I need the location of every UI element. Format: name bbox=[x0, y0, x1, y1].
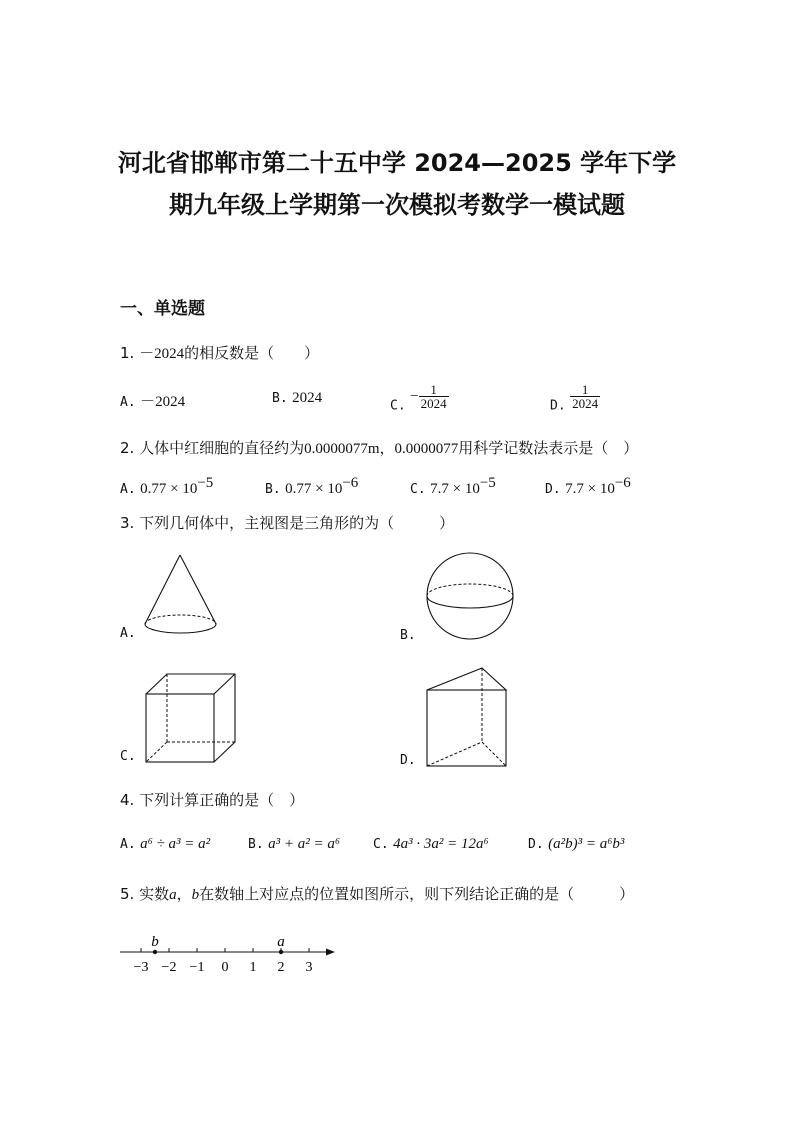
prism-figure[interactable] bbox=[422, 664, 522, 774]
q1-b-value: 2024 bbox=[292, 390, 323, 406]
cone-left-edge bbox=[145, 555, 180, 624]
q1-c-label: C. bbox=[390, 398, 406, 414]
q2-option-b[interactable] bbox=[265, 475, 358, 498]
q4-number: 4. bbox=[120, 791, 135, 809]
q1-d-denominator: 2024 bbox=[572, 396, 599, 411]
number-line-point-a bbox=[279, 950, 283, 954]
number-line-tick-label: 0 bbox=[221, 960, 229, 975]
q5-var-a: a bbox=[169, 887, 177, 903]
q3-number: 3. bbox=[120, 514, 135, 532]
q1-d-numerator: 1 bbox=[570, 383, 600, 397]
sphere-equator-front bbox=[427, 596, 513, 608]
q2-stem-b: ， bbox=[379, 439, 395, 457]
page-title-line-2: 期九年级上学期第一次模拟考数学一模试题 bbox=[169, 191, 625, 219]
q4-stem: 下列计算正确的是（ ） bbox=[139, 791, 305, 809]
q5-stem-a: 实数 bbox=[139, 885, 170, 903]
sphere-equator-back bbox=[427, 584, 513, 596]
cube-figure[interactable] bbox=[142, 670, 242, 770]
q2-option-a[interactable] bbox=[120, 475, 213, 498]
q4-option-b[interactable] bbox=[248, 836, 340, 853]
q2-option-c[interactable] bbox=[410, 475, 496, 498]
q2-a-base: 0.77 × 10 bbox=[140, 481, 198, 497]
q2-b-label: B. bbox=[265, 482, 281, 497]
q2-stem-c: 用科学记数法表示是（ ） bbox=[458, 439, 639, 457]
q4-d-label: D. bbox=[528, 837, 544, 852]
q4-b-label: B. bbox=[248, 837, 264, 852]
q4-option-a[interactable] bbox=[120, 836, 210, 853]
number-line-point-b bbox=[153, 950, 157, 954]
cube-front-face bbox=[146, 694, 214, 762]
cone-base-back bbox=[145, 615, 216, 624]
number-line-tick-label: −2 bbox=[161, 960, 177, 975]
q2-stem-value-2: 0.0000077 bbox=[394, 441, 459, 457]
prism-top-triangle bbox=[427, 668, 506, 690]
q1-c-denominator: 2024 bbox=[420, 396, 447, 411]
number-line-tick-label: −3 bbox=[133, 960, 149, 975]
q2-a-label: A. bbox=[120, 482, 136, 497]
q5-number: 5. bbox=[120, 885, 135, 903]
q2-c-label: C. bbox=[410, 482, 426, 497]
q5-stem-c: 在数轴上对应点的位置如图所示，则下列结论正确的是（ ） bbox=[199, 885, 635, 903]
q4-d-expr: (a²b)³ = a⁶b³ bbox=[548, 836, 625, 852]
q2-stem-value-1: 0.0000077m bbox=[304, 441, 380, 457]
q4-b-expr: a³ + a² = a⁶ bbox=[268, 836, 341, 852]
q3-c-label[interactable]: C. bbox=[120, 749, 136, 764]
q1-number: 1. bbox=[120, 344, 135, 362]
number-line-point-label-a: a bbox=[277, 934, 285, 950]
cone-base-front bbox=[145, 624, 216, 633]
q2-a-exponent: −5 bbox=[197, 475, 214, 491]
q2-d-exponent: −6 bbox=[614, 475, 631, 491]
q2-d-label: D. bbox=[545, 482, 561, 497]
q1-option-c[interactable] bbox=[390, 383, 449, 414]
cone-right-edge bbox=[180, 555, 216, 624]
q2-stem-a: 人体中红细胞的直径约为 bbox=[139, 439, 305, 457]
number-line-tick-label: 3 bbox=[305, 960, 313, 975]
q1-stem-text: 的相反数是（ ） bbox=[184, 344, 320, 362]
q1-option-d[interactable] bbox=[550, 383, 600, 414]
number-line-tick-label: 1 bbox=[249, 960, 257, 975]
q2-b-base: 0.77 × 10 bbox=[285, 481, 343, 497]
section-heading: 一、单选题 bbox=[120, 299, 205, 319]
q1-c-sign: − bbox=[410, 388, 419, 405]
number-line-tick-label: −1 bbox=[189, 960, 205, 975]
number-line-figure bbox=[115, 928, 355, 978]
prism-hidden-base-right bbox=[482, 742, 506, 766]
q3-stem: 下列几何体中，主视图是三角形的为（ ） bbox=[139, 514, 455, 532]
question-5 bbox=[120, 883, 634, 904]
cone-figure[interactable] bbox=[138, 548, 238, 648]
number-line-tick-label: 2 bbox=[277, 960, 285, 975]
q2-option-d[interactable] bbox=[545, 475, 631, 498]
q2-d-base: 7.7 × 10 bbox=[565, 481, 615, 497]
sphere-figure[interactable] bbox=[422, 550, 522, 650]
cube-edge bbox=[214, 674, 235, 694]
q3-a-label[interactable]: A. bbox=[120, 626, 136, 641]
q1-c-fraction bbox=[419, 383, 449, 410]
q4-a-expr: a⁶ ÷ a³ = a² bbox=[140, 836, 211, 852]
q1-a-value: －2024 bbox=[140, 394, 186, 410]
q1-d-label: D. bbox=[550, 398, 566, 414]
q3-b-label[interactable]: B. bbox=[400, 628, 416, 643]
q4-option-d[interactable] bbox=[528, 836, 624, 853]
question-4 bbox=[120, 789, 304, 810]
q4-option-c[interactable] bbox=[373, 836, 489, 853]
q1-stem-value: －2024 bbox=[139, 346, 185, 362]
q4-c-expr: 4a³ · 3a² = 12a⁶ bbox=[393, 836, 489, 852]
question-3 bbox=[120, 512, 454, 533]
question-2 bbox=[120, 437, 638, 458]
q4-a-label: A. bbox=[120, 837, 136, 852]
prism-hidden-base-left bbox=[427, 742, 482, 766]
q1-c-numerator: 1 bbox=[419, 383, 449, 397]
q1-d-fraction bbox=[570, 383, 600, 410]
q5-var-b: b bbox=[191, 887, 200, 903]
q2-number: 2. bbox=[120, 439, 135, 457]
q2-c-base: 7.7 × 10 bbox=[430, 481, 480, 497]
number-line-arrow bbox=[326, 949, 335, 956]
q4-c-label: C. bbox=[373, 837, 389, 852]
q5-stem-b: ， bbox=[176, 885, 192, 903]
number-line-point-label-b: b bbox=[151, 934, 159, 950]
q3-d-label[interactable]: D. bbox=[400, 753, 416, 768]
page-title-line-1: 河北省邯郸市第二十五中学 2024—2025 学年下学 bbox=[117, 149, 677, 177]
q1-a-label: A. bbox=[120, 395, 136, 410]
sphere-outline bbox=[427, 553, 513, 639]
q1-option-b[interactable] bbox=[272, 390, 322, 407]
q2-b-exponent: −6 bbox=[342, 475, 359, 491]
question-1 bbox=[120, 342, 319, 363]
cube-hidden-diagonal bbox=[146, 742, 167, 762]
q2-c-exponent: −5 bbox=[479, 475, 496, 491]
q1-option-a[interactable] bbox=[120, 390, 185, 411]
q1-b-label: B. bbox=[272, 391, 288, 406]
